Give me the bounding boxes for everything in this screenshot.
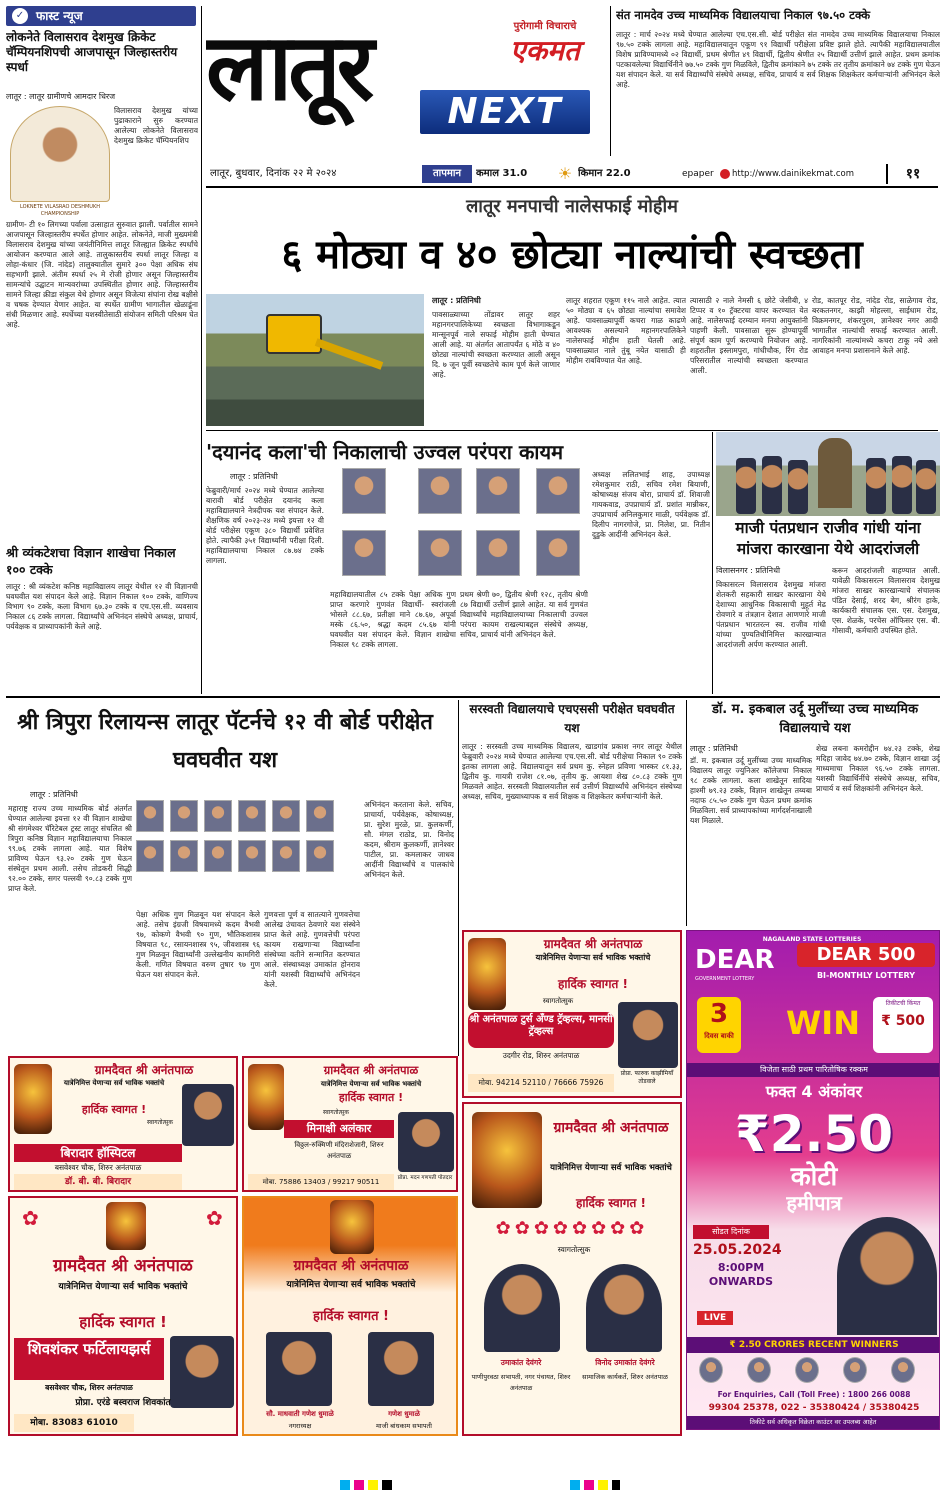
student-photo <box>476 530 520 576</box>
dayanand-headline: 'दयानंद कला'ची निकालाची उज्वल परंपरा कायम <box>206 440 564 464</box>
student-photo <box>536 530 580 576</box>
rajiv-headline: माजी पंतप्रधान राजीव गांधी यांना मांजरा कारखाना येथे आदरांजली <box>735 519 921 558</box>
iqbal-dateline: लातूर : प्रतिनिधी <box>690 744 738 753</box>
student-photo <box>238 800 266 832</box>
tripura-col-3: गुणवत्ता पूर्ण व सातत्याने गुणवत्तेचा आलेख उंचावत ठेवणारे यश संस्थेने प्राप्त केले आहे. गुणवत्तेची परंपरा कायम राखणाऱ्या विद्यार्थ्यांना संस्थेच्या वतीने सन्मानित करण्यात आले. संस्थाध्यक्ष उमाकांत होनराव यांनी यशस्वी विद्यार्थ्यांचे अभिनंदन केले. <box>264 910 360 989</box>
masthead-title: लातूर <box>206 14 371 121</box>
iqbal-col-1: डॉ. म. इकबाल उर्दू मुलींच्या उच्च माध्यमिक विद्यालय लातूर ज्युनिअर कॉलेजचा निकाल ९८ टक्के लागला. कला शाखेतून सादिया हाश्मी ७९.२३ टक्के, विज्ञान शाखेतून तय्यबा नदाफ ८५.५० टक्के गुण घेऊन प्रथम क्रमांक मिळविला. सर्व प्राध्यापकांच्या मार्गदर्शनाखाली यश मिळाले. <box>690 756 812 825</box>
main-story-kicker: लातूर मनपाची नालेसफाई मोहीम <box>466 196 678 217</box>
ad-dhumale: ग्रामदैवत श्री अनंतपाळ यात्रेनिमित्त येणाऱ्या सर्व भाविक भक्तांचे हार्दिक स्वागत ! सौ. माधवाती गणेश धुमाळे नगराध्यक्ष गणेश धुमाळे माजी बांधकाम सभापती <box>242 1196 458 1436</box>
main-story-headline: ६ मोठ्या व ४० छोट्या नाल्यांची स्वच्छता <box>281 232 863 278</box>
lottery-ambassador-photo <box>837 1217 937 1335</box>
student-photo <box>170 800 198 832</box>
flower-row: ✿✿✿✿✿✿✿✿ <box>495 1218 649 1239</box>
student-photo <box>272 800 300 832</box>
winner-photo <box>747 1357 771 1383</box>
temple-idol-image <box>106 1202 146 1250</box>
fast-news-body: ग्रामीण- टी १० लिगच्या पर्वाला उत्साहात सुरुवात झाली. पर्वातील सामने आजपासून जिल्हास्तरीय स्पर्धेत होणार आहेत. लोकनेते, माजी मुख्यमंत्री विलासराव देशमुख यांच्या जयंतीनिमित्त लातूर जिल्ह्यात क्रिकेट स्पर्धांचे आयोजन करण्यात आले आहे. तालुकास्तरीय स्पर्धा लातूर जिल्हा व लोहा-कंधार (जि. नांदेड) तालुक्यातील सुमारे ३०० पेक्षा अधिक संघ सहभागी झाले. अंतीम स्पर्धा २५ मे रोजी होणार असून जिल्हास्तरीय सामन्यांचे उद्घाटन मान्यवरांच्या उपस्थितीत होणार आहे. जिल्हास्तरीय सामने जिल्हा क्रीडा संकुल येथे होणार असून विजेत्या संघांना रोख बक्षीसे व चषक देण्यात येणार आहेत. या स्पर्धेत ग्रामीण भागातील खेळाडूंना संधी मिळणार आहे. स्पर्धेच्या यशस्वीतेसाठी संयोजन समिती परिश्रम घेत आहे. <box>6 220 198 329</box>
main-story-col-4: रोड, कातपूर रोड, नांदेड रोड, साळेगाव रोड, बरकतनगर, काझी मोहल्ला, साईधाम रोड, विक्रमनगर, शंकरपुरम, ज्ञानेश्वर नगर आदी भागातील नाल्यांची सफाई करण्यात आली. नागरिकांनी नाल्यांमध्ये कचरा टाकू नये असे आवाहन मनपा प्रशासनाने केले आहे. <box>812 296 938 355</box>
tripura-col-1: महाराष्ट्र राज्य उच्च माध्यमिक बोर्ड अंतर्गत घेण्यात आलेल्या इयत्ता १२ वी विज्ञान शाखेचा श्री संगमेश्वर चॅरिटेबल ट्रस्ट लातूर संचलित श्री त्रिपुरा कनिष्ठ विज्ञान महाविद्यालयाचा निकाल ९९.७६ टक्के लागला आहे. यात विशेष प्राविण्य घेऊन ९३.२० टक्के गुण घेऊन संस्थेतून प्रथम आली. तसेच तोडकरी सिद्धी ९२.०० टक्के, सगर पल्लवी ९०.८३ टक्के गुण प्राप्त केले. <box>8 804 132 893</box>
advertiser-photo <box>398 1112 454 1172</box>
epaper-url[interactable]: http://www.dainikekmat.com <box>732 169 854 179</box>
temperature-max: कमाल 31.0 <box>476 168 528 179</box>
temple-idol-image <box>248 1064 284 1130</box>
date-line: लातूर, बुधवार, दिनांक २२ मे २०२४ <box>210 168 337 179</box>
dayanand-col-3: प्रथम श्रेणी ७०, द्वितीय श्रेणी १२८, तृतीय श्रेणी ८७ विद्यार्थी उत्तीर्ण झाले आहेत. या सर्व गुणवंत विद्यार्थ्यांचे महाविद्यालयाच्या निकालाची उज्वल परंपरा कायम राखल्याबद्दल संस्थेचे अध्यक्ष, सचिव, प्राचार्य यांनी अभिनंदन केले. <box>460 590 588 639</box>
student-photo <box>306 840 334 872</box>
jcb-icon <box>266 314 322 354</box>
student-photo <box>418 468 462 514</box>
student-photo <box>136 840 164 872</box>
student-photo <box>170 840 198 872</box>
print-color-marks <box>340 1480 620 1492</box>
advertiser-photo <box>182 1084 234 1146</box>
top-right-headline: संत नामदेव उच्च माध्यमिक विद्यालयाचा निकाल ९७.५० टक्के <box>616 8 871 22</box>
rajiv-tribute-photo <box>716 432 940 516</box>
fast-news-icon: ✓ <box>12 8 28 24</box>
advertiser-photo <box>618 1002 678 1068</box>
advertiser-photo <box>586 1264 662 1352</box>
ad-shivshankar-fertilizers: ✿ ✿ ग्रामदैवत श्री अनंतपाळ यात्रेनिमित्त येणाऱ्या सर्व भाविक भक्तांचे हार्दिक स्वागत ! शिवशंकर फर्टिलायझर्स बसवेश्वर चौक, शिरुर अनंतपाळ प्रोप्रा. एरंडे बस्वराज शिवकांत मोबा. 83083 61010 <box>8 1196 238 1436</box>
ad-minakshi-alankar: ग्रामदैवत श्री अनंतपाळ यात्रेनिमित्त येणाऱ्या सर्व भाविक भक्तांचे हार्दिक स्वागत ! स्वागतोत्सुक मिनाक्षी अलंकार विठ्ठल-रुक्मिणी मंदिराशेजारी, शिरुर अनंतपाळ मोबा. 75886 13403 / 99217 90511 प्रोप्रा. मदन गणपती पोतदार <box>242 1056 458 1192</box>
student-photo <box>204 840 232 872</box>
main-story-dateline: लातूर : प्रतिनिधी <box>432 296 481 305</box>
page-number: ११ <box>886 164 938 184</box>
ad-biradar-hospital: ग्रामदैवत श्री अनंतपाळ यात्रेनिमित्त येणाऱ्या सर्व भाविक भक्तांचे हार्दिक स्वागत ! स्वागतोत्सुक बिरादार हॉस्पिटल बसवेश्वर चौक, शिरुर अनंतपाळ डॉ. बी. बी. बिरादार <box>8 1056 238 1192</box>
fast-news-photo-caption: LOKNETE VILASRAO DESHMUKH CHAMPIONSHIP <box>20 204 100 217</box>
iqbal-headline: डॉ. म. इकबाल उर्दू मुलींच्या उच्च माध्यमिक विद्यालयाचे यश <box>711 702 919 736</box>
student-photo <box>476 468 520 514</box>
fast-news-photo <box>10 106 110 202</box>
drain-cleaning-photo <box>206 294 424 426</box>
brand-tagline: पुरोगामी विचाराचे <box>513 21 577 32</box>
flower-icon: ✿ <box>22 1206 39 1230</box>
rajiv-col-2: करून आदरांजली वाहण्यात आली. यावेळी विकासरत्न विलासराव देशमुख मांजरा साखर कारखान्याचे संचालक पंडित देसाई, शरद बेग, श्रीरंग हाके, कार्यकारी संचालक एस. एस. देशमुख, एस. शेळके, परचेस ऑफिसर एस. बी. गोसावी, कर्मचारी उपस्थित होते. <box>832 566 940 635</box>
student-photo <box>272 840 300 872</box>
epaper-label: epaper <box>682 169 714 179</box>
winner-photo <box>795 1357 819 1383</box>
rajiv-dateline: विलासनगर : प्रतिनिधी <box>716 566 781 575</box>
flower-icon: ✿ <box>206 1206 223 1230</box>
temple-idol-image <box>14 1064 52 1134</box>
lottery-ad: NAGALAND STATE LOTTERIES DEAR GOVERNMENT LOTTERY DEAR 500 BI-MONTHLY LOTTERY 3 दिवस बाकी WIN तिकीटची किंमत ₹ 500 विजेता साठी प्रथम पारितोषिक रक्कम फक्त 4 अंकांवर ₹2.50 कोटी हमीपात्र सोडत दिनांक 25.05.2024 8:00PM ONWARDS LIVE ₹ 2.50 CRORES RECENT WINNERS For Enquiries, Call (Toll Free) : 1800 266 0088 99304 25378, 022 - 35380424 / 35380425 तिकीटे सर्व अधिकृत विक्रेता काउंटर वर उपलब्ध आहेत <box>686 930 940 1430</box>
main-story-col-2: लातूर शहरात एकूण ११५ नाले आहेत. त्यात ५० मोठ्या व ६५ छोट्या नाल्यांचा समावेश आहे. पावसाळ्यापूर्वी कचरा गाळ काढणे आवश्यक असल्याने महानगरपालिकेने नालेसफाई मोहीम हाती घेतली आहे. पावसाळ्यात नाले तुंबू नयेत यासाठी ही मोहीम राबविण्यात येत आहे. <box>566 296 686 365</box>
winner-photo <box>699 1357 723 1383</box>
fast-news-headline: लोकनेते विलासराव देशमुख क्रिकेट चॅम्पियनशिपची आजपासून जिल्हास्तरीय स्पर्धा <box>6 30 178 74</box>
winner-photo <box>843 1357 867 1383</box>
dayanand-col-1: फेब्रुवारी/मार्च २०२४ मध्ये घेण्यात आलेल्या बारावी बोर्ड परीक्षेत दयानंद कला महाविद्यालयाने नेत्रदीपक यश संपादन केले. शैक्षणिक वर्ष २०२३-२४ मध्ये इयत्ता १२ वी बोर्ड परीक्षेस एकूण ३८० विद्यार्थी प्रवेशित होते. त्यापैकी ३५१ विद्यार्थ्यांनी परीक्षा दिली. महाविद्यालयाचा निकाल ८७.७४ टक्के लागला. <box>206 486 324 565</box>
temple-idol-image <box>468 938 506 1010</box>
temple-idol-image <box>330 1200 374 1254</box>
advertiser-photo <box>368 1332 434 1406</box>
student-photo <box>342 468 386 514</box>
rajiv-col-1: विकासरत्न विलासराव देशमुख मांजरा शेतकरी सहकारी साखर कारखाना येथे देशाच्या आधुनिक विकासाची मुहूर्त मेढ रोवणारे व तंत्रज्ञान देशात आणणारे माजी पंतप्रधान भारतरत्न स्व. राजीव गांधी यांच्या पुण्यतिथीनिमित्त कारखान्यात आदरांजली अर्पण करण्यात आली. <box>716 580 826 649</box>
fast-news-headline-2: श्री व्यंकटेशचा विज्ञान शाखेचा निकाल १०० टक्के <box>6 545 176 577</box>
student-photo <box>342 530 386 576</box>
student-photo <box>418 530 462 576</box>
ad-devangare: ग्रामदैवत श्री अनंतपाळ यात्रेनिमित्त येणाऱ्या सर्व भाविक भक्तांचे हार्दिक स्वागत ! ✿✿✿✿✿✿✿✿ स्वागतोत्सुक उमाकांत देवंगरे पाणीपुरवठा सभापती, नगर पंचायत, शिरुर अनंतपाळ विनोद उमाकांत देवंगरे सामाजिक कार्यकर्ते, शिरुर अनंतपाळ <box>462 1102 682 1436</box>
student-photo <box>204 800 232 832</box>
student-photo <box>536 468 580 514</box>
epaper-icon <box>720 169 730 179</box>
fast-news-body-2: लातूर : श्री व्यंकटेश कनिष्ठ महाविद्यालय लातूर येथील १२ वी विज्ञानची घवघवीत यश संपादन केले आहे. विज्ञान निकाल १०० टक्के, वाणिज्य विभाग ९० टक्के, कला विभाग ६७.३० टक्के व एच.एस.सी. व्यवसाय निकाल ८६ टक्के लागला. विद्यार्थ्यांचे अभिनंदन संस्थेचे अध्यक्ष, प्राचार्य, पर्यवेक्षक व प्राध्यापकांनी केले आहे. <box>6 582 198 631</box>
saraswati-body: लातूर : सरस्वती उच्च माध्यमिक विद्यालय, खाडगांव प्रकाश नगर लातूर येथील फेब्रुवारी २०२४ मध्ये घेण्यात आलेल्या एच.एस.सी. बोर्ड परीक्षेचा निकाल ९० टक्के इतका लागला आहे. विद्यालयातून सर्व प्रथम कु. स्नेहल प्रविणा भास्कर ८१.३३, द्वितीय कु. गायत्री राजेश ८१.०७, तृतीय कु. आयशा शेख ८०.८३ टक्के गुण मिळवले आहेत. सरस्वती विद्यालयातील सर्व उत्तीर्ण विद्यार्थ्यांचे अभिनंदन संस्थेच्या अध्यक्ष, सचिव, मुख्याध्यापक व सर्व शिक्षक व शिक्षकेतर कर्मचाऱ्यांनी केले. <box>462 742 682 801</box>
tripura-photo-grid <box>136 800 356 910</box>
saraswati-headline: सरस्वती विद्यालयाचे एचएससी परीक्षेत घवघवीत यश <box>469 702 675 735</box>
advertiser-photo <box>266 1332 332 1406</box>
iqbal-col-2: शेख लबना कमरोद्दीन ७४.२३ टक्के, शेख मदिहा जावेद ७४.७० टक्के, विज्ञान शाखा उर्दू माध्यमाचा निकाल ९६.५० टक्के लागला. यशस्वी विद्यार्थिनींचे संस्थेचे अध्यक्ष, सचिव, प्राचार्य व सर्व शिक्षकांनी अभिनंदन केले. <box>816 744 940 793</box>
tripura-col-4: अभिनंदन करताना केले. सचिव, प्राचार्या, पर्यवेक्षक, कोषाध्यक्ष, प्रा. सुरेश मुरळे, प्रा. कुलकर्णी, सौ. मंगल राठोड, प्रा. विनोद कदम, श्रीराम कुलकर्णी, ज्ञानेश्वर पाटील, प्रा. कमलाकर जाधव आदींनी विद्यार्थ्यांचे व पालकांचे अभिनंदन केले. <box>364 800 454 879</box>
dayanand-col-4: अध्यक्ष ललितभाई शाह, उपाध्यक्ष रमेशकुमार राठी, सचिव रमेश बियाणी, कोषाध्यक्ष संजय बोरा, प्राचार्य डॉ. शिवाजी गायकवाड, उपप्राचार्य डॉ. प्रशांत मान्नीकर, उपप्राचार्य अनिलकुमार माळी, पर्यवेक्षक डॉ. दिलीप नागरगोजे, प्रा. निलेश, प्रा. नितीन दुडुके आदींनी अभिनंदन केले. <box>592 470 710 539</box>
fast-news-dateline: लातूर : लातूर ग्रामीणचे आमदार धिरज <box>6 92 116 101</box>
sun-icon: ☀ <box>557 165 573 183</box>
temperature-label: तापमान <box>422 165 472 183</box>
advertiser-photo <box>484 1264 560 1352</box>
ad-anantpal-travels: ग्रामदैवत श्री अनंतपाळ यात्रेनिमित्त येणाऱ्या सर्व भाविक भक्तांचे हार्दिक स्वागत ! स्वागतोत्सुक श्री अनंतपाळ टुर्स अँण्ड ट्रॅव्हल्स, मानसी ट्रॅव्हल्स उदगीर रोड, शिरुर अनंतपाळ प्रोप्रा. फारुक काझीमियाँ तोडवाले मोबा. 94214 52110 / 76666 75926 <box>462 930 682 1098</box>
student-photo <box>306 800 334 832</box>
fast-news-label: ✓ फास्ट न्यूज <box>6 6 196 26</box>
tripura-col-2: पेक्षा अधिक गुण मिळवून यश संपादन केले आहे. तसेच इंग्रजी विषयामध्ये कदम वैभवी ९७, कोकणे वैभवी ९० गुण, भौतिकशास्त्र विषयात ९८, रसायनशास्त्र ९५, जीवशास्त्र ९६ गुण मिळवून विद्यार्थ्यांनी उल्लेखनीय कामगिरी केली. गणित विषयात वरुण तुषार ९७ गुण घेऊन यश संपादन केले. <box>136 910 260 979</box>
temperature-min: किमान 22.0 <box>578 168 631 179</box>
temple-idol-image <box>472 1112 542 1208</box>
winner-photo <box>891 1357 915 1383</box>
brand-logo: एकमत <box>510 34 580 67</box>
tripura-headline: श्री त्रिपुरा रिलायन्स लातूर पॅटर्नचे १२ वी बोर्ड परीक्षेत घवघवीत यश <box>17 710 433 773</box>
masthead-next-badge: NEXT <box>420 90 590 134</box>
student-photo <box>238 840 266 872</box>
fast-news-side-text: विलासराव देशमुख यांच्या पुढाकाराने सुरु करण्यात आलेल्या लोकनेते विलासराव देशमुख क्रिकेट चॅम्पियनशिप <box>114 106 198 145</box>
main-story-col-3: त्यासाठी २ नाले नेमसी ६ छोटे जेसीबी, ४ टिप्पर व १० ट्रॅक्टरचा वापर करण्यात येत आहे. नालेसफाई दरम्यान मनपा आयुक्तांनी पाहणी केली. पावसाळा सुरू होण्यापूर्वी संपूर्ण काम पूर्ण करण्याचे नियोजन आहे. शहरातील इस्लामपुरा, गांधीचौक, रिंग रोड परिसरातील नाल्यांची स्वच्छता करण्यात आली. <box>690 296 808 375</box>
student-photo <box>136 800 164 832</box>
main-story-col-1: पावसाळ्याच्या तोंडावर लातूर शहर महानगरपालिकेच्या स्वच्छता विभागाकडून मान्सूनपूर्व नाले सफाई मोहीम हाती घेण्यात आली आहे. या अंतर्गत आतापर्यंत ६ मोठे व ४० छोट्या नाल्यांची स्वच्छता करण्यात आली असून दि. ७ जून पूर्वी स्वच्छतेचे काम पूर्ण केले जाणार आहे. <box>432 310 560 379</box>
top-right-body: लातूर : मार्च २०२४ मध्ये घेण्यात आलेल्या एच.एस.सी. बोर्ड परीक्षेत संत नामदेव उच्च माध्यमिक विद्यालयाचा निकाल ९७.५० टक्के लागला आहे. महाविद्यालयातून एकूण ९१ विद्यार्थी परीक्षेला प्रविष्ट झाले होते. त्यापैकी महाविद्यालयातील विशेष प्राविण्यामध्ये ०२ विद्यार्थी, प्रथम श्रेणीत ४९ विद्यार्थी, द्वितीय श्रेणीत २५ विद्यार्थी उत्तीर्ण झाले आहेत. प्रथम क्रमांक पटकावलेल्या विद्यार्थिनीने ७७.५० टक्के गुण मिळविले, द्वितीय क्रमांकाने ७५ टक्के तर तृतीय क्रमांकाने ७४ टक्के गुण घेऊन यश संपादन केले. या सर्व विद्यार्थ्यांचे संस्थेचे अध्यक्ष, सचिव, प्राचार्य व सर्व शिक्षक शिक्षकेतर कर्मचाऱ्यांनी अभिनंदन केले आहे. <box>616 30 940 89</box>
dayanand-col-2: महाविद्यालयातील ८५ टक्के पेक्षा अधिक गुण प्राप्त करणारे गुणवंत विद्यार्थी- स्वरांजली भोसले ८८.६७, प्रतीक्षा माने ८७.६७, अपूर्वा मस्के ८६.५०, श्रद्धा कदम ८५.६७ यांनी घवघवीत यश संपादन केले. विज्ञान शाखेचा निकाल ९८ टक्के लागला. <box>330 590 456 649</box>
dayanand-dateline: लातूर : प्रतिनिधी <box>230 472 278 481</box>
tripura-dateline: लातूर : प्रतिनिधी <box>30 790 78 799</box>
